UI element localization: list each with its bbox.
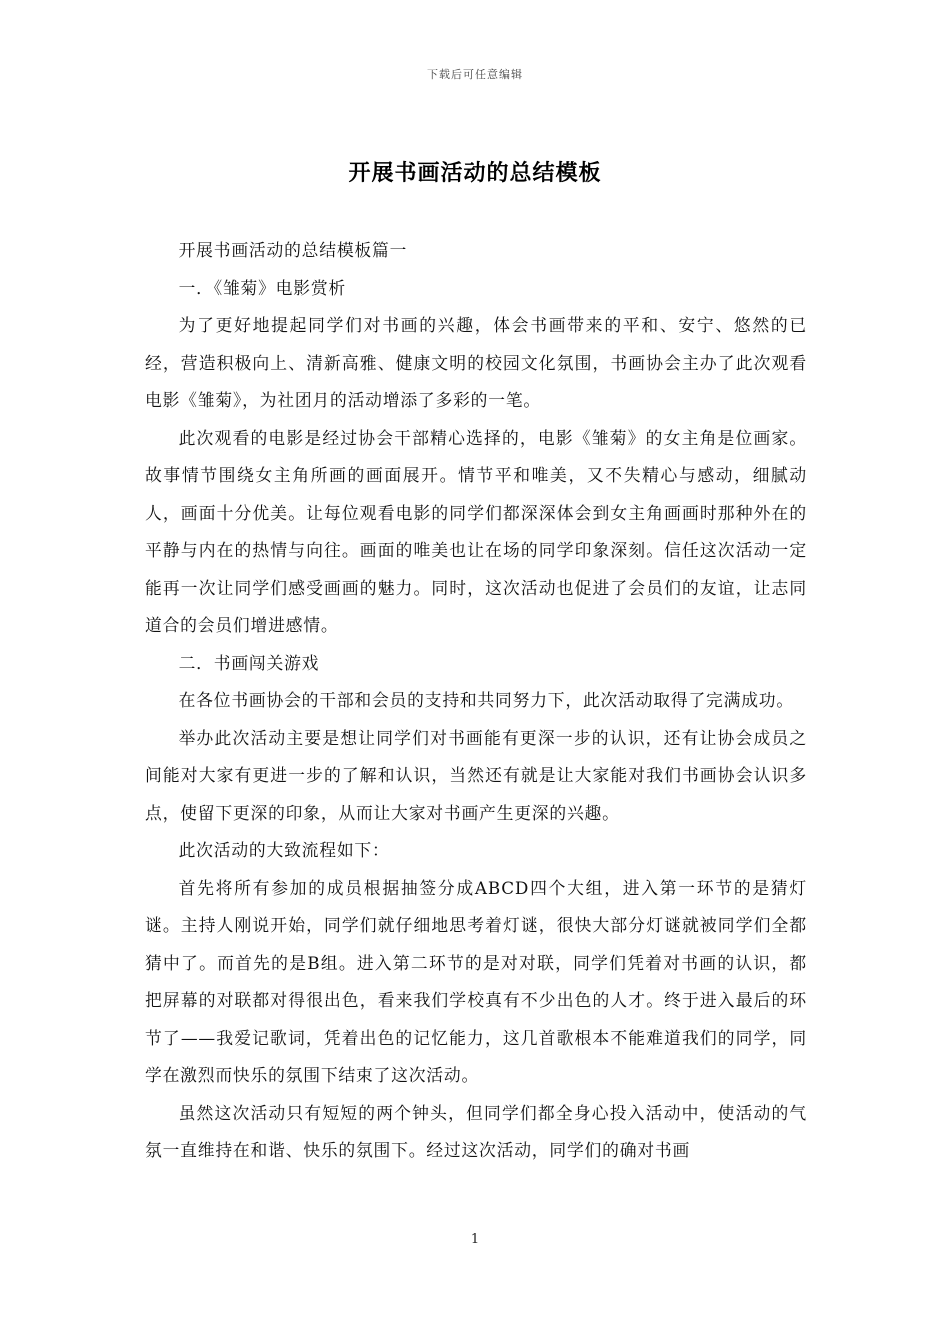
body-paragraph: 此次观看的电影是经过协会干部精心选择的，电影《雏菊》的女主角是位画家。故事情节围绕女主角所画的画面展开。情节平和唯美，又不失精心与感动，细腻动人，画面十分优美。让每位观看电影的同学们都深深体会到女主角画画时那种外在的平静与内在的热情与向往。画面的唯美也让在场的同学印象深刻。信任这次活动一定能再一次让同学们感受画画的魅力。同时，这次活动也促进了会员们的友谊，让志同道合的会员们增进感情。	[145, 427, 807, 635]
body-paragraph: 在各位书画协会的干部和会员的支持和共同努力下，此次活动取得了完满成功。	[178, 690, 794, 710]
document-body	[145, 232, 807, 1170]
document-title: 开展书画活动的总结模板	[348, 161, 602, 186]
subsection-heading: 一．《雏菊》电影赏析	[178, 277, 347, 298]
page-number: 1	[470, 1232, 480, 1247]
body-paragraph: 为了更好地提起同学们对书画的兴趣，体会书画带来的平和、安宁、悠然的已经，营造积极向上、清新高雅、健康文明的校园文化氛围，书画协会主办了此次观看电影《雏菊》，为社团月的活动增添了多彩的一笔。	[145, 315, 807, 410]
header-note: 下载后可任意编辑	[427, 68, 523, 81]
section-heading: 开展书画活动的总结模板篇一	[178, 240, 408, 260]
subsection-heading: 二．书画闯关游戏	[178, 652, 320, 673]
body-paragraph: 举办此次活动主要是想让同学们对书画能有更深一步的认识，还有让协会成员之间能对大家有更进一步的了解和认识，当然还有就是让大家能对我们书画协会认识多点，使留下更深的印象，从而让大家对书画产生更深的兴趣。	[145, 727, 807, 823]
body-paragraph: 虽然这次活动只有短短的两个钟头，但同学们都全身心投入活动中，使活动的气氛一直维持在和谐、快乐的氛围下。经过这次活动，同学们的确对书画	[145, 1102, 807, 1160]
body-paragraph: 首先将所有参加的成员根据抽签分成ABCD四个大组，进入第一环节的是猜灯谜。主持人刚说开始，同学们就仔细地思考着灯谜，很快大部分灯谜就被同学们全都猜中了。而首先的是B组。进入第二环节的是对对联，同学们凭着对书画的认识，都把屏幕的对联都对得很出色，看来我们学校真有不少出色的人才。终于进入最后的环节了——我爱记歌词，凭着出色的记忆能力，这几首歌根本不能难道我们的同学，同学在激烈而快乐的氛围下结束了这次活动。	[145, 877, 807, 1085]
body-paragraph: 此次活动的大致流程如下：	[178, 840, 390, 860]
